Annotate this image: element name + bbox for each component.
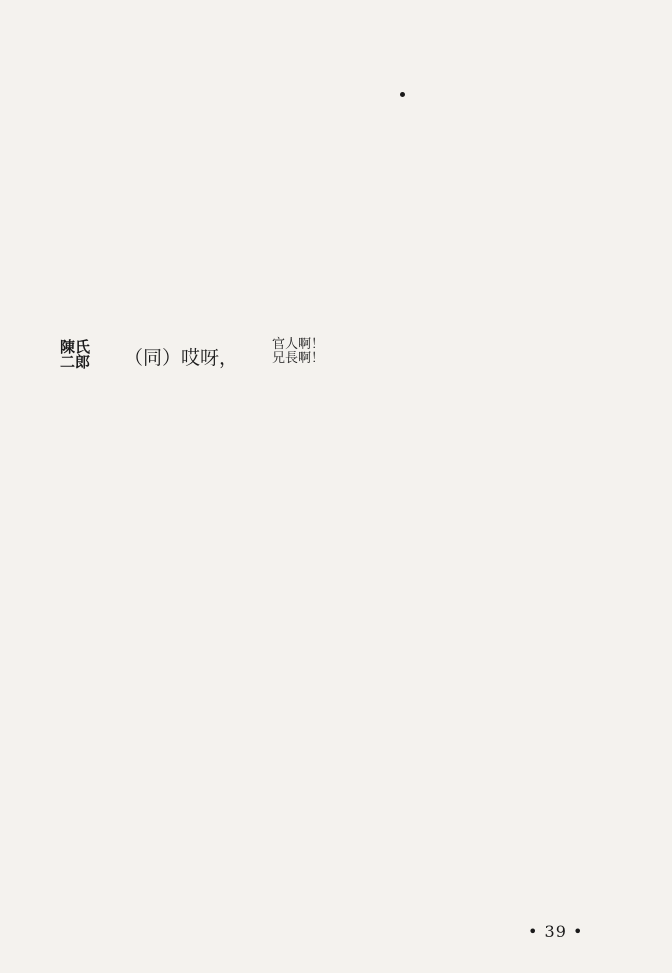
line-text: （同）哎呀， [124, 347, 239, 369]
speaker: 陳氏 [60, 338, 91, 356]
joint-speakers [60, 340, 90, 370]
stacked-exclamations [272, 338, 324, 366]
joint-dialogue-line [60, 337, 650, 376]
page-number: • 39 • [528, 922, 584, 941]
exclamation-top: 官人啊！ [272, 337, 325, 352]
speaker: 二郎 [60, 353, 91, 371]
ink-dot [400, 92, 405, 97]
exclamation-bottom: 兄長啊！ [272, 351, 325, 366]
